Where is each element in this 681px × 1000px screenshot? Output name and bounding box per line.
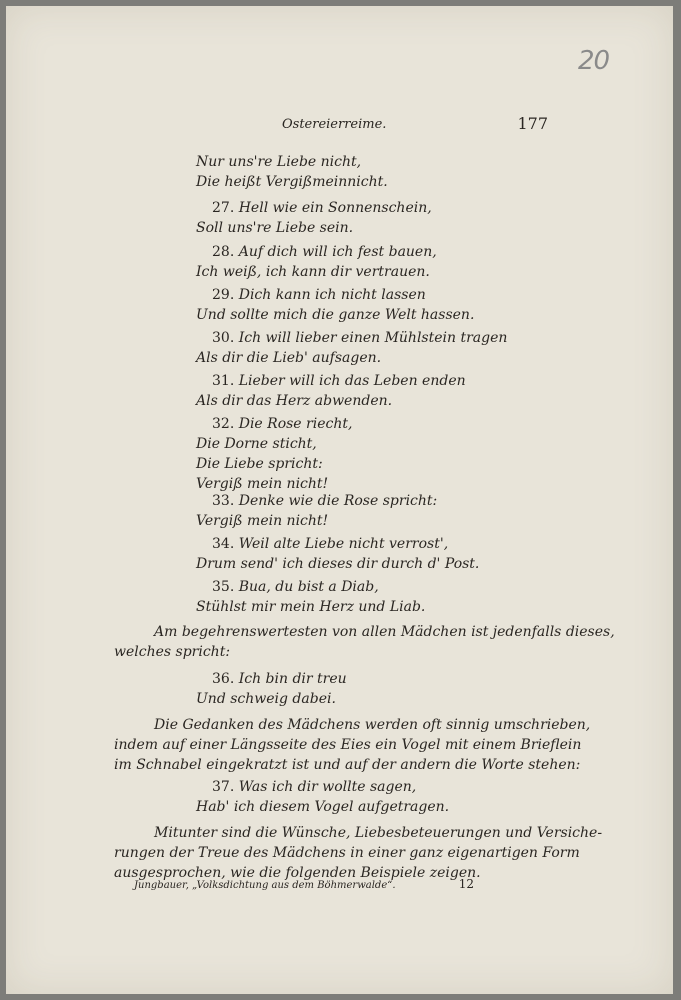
verse-line: Hab' ich diesem Vogel aufgetragen. (196, 799, 450, 815)
verse-line: Ich bin dir treu (238, 671, 347, 687)
prose-line: im Schnabel eingekratzt ist und auf der andern die Worte stehen: (114, 757, 581, 773)
running-title: Ostereierreime. (282, 117, 387, 132)
verse-line: Ich will lieber einen Mühlstein tragen (238, 330, 508, 346)
verse-37 (196, 777, 449, 817)
verse-line: Als dir das Herz abwenden. (196, 393, 393, 409)
prose-line: welches spricht: (114, 644, 231, 660)
verse-line: Dich kann ich nicht lassen (238, 287, 426, 303)
prose-line: rungen der Treue des Mädchens in einer ganz eigenartigen Form (114, 845, 580, 861)
verse-number: 27. (212, 200, 235, 216)
verse-number: 30. (212, 330, 235, 346)
verse-line: Auf dich will ich fest bauen, (238, 244, 437, 260)
verse-line: Weil alte Liebe nicht verrost', (238, 536, 449, 552)
verse-33 (196, 491, 437, 531)
verse-line: Denke wie die Rose spricht: (238, 493, 438, 509)
verse-continued (196, 152, 388, 192)
prose-line: Mitunter sind die Wünsche, Liebesbeteuerungen und Versiche- (154, 825, 603, 841)
page-footer (134, 877, 474, 891)
book-page (6, 6, 673, 994)
signature-mark: 12 (458, 877, 474, 891)
verse-line: Soll uns're Liebe sein. (196, 220, 354, 236)
verse-line: Stühlst mir mein Herz und Liab. (196, 599, 426, 615)
verse-line: Vergiß mein nicht! (196, 513, 329, 529)
verse-27 (196, 198, 432, 238)
pencil-page-note: 20 (578, 46, 610, 76)
page-header (282, 114, 548, 134)
verse-line: Und sollte mich die ganze Welt hassen. (196, 307, 475, 323)
verse-number: 35. (212, 579, 235, 595)
prose-line: Die Gedanken des Mädchens werden oft sinnig umschrieben, (154, 717, 591, 733)
verse-30 (196, 328, 507, 368)
verse-34 (196, 534, 479, 574)
verse-32 (196, 414, 352, 494)
verse-31 (196, 371, 466, 411)
verse-number: 36. (212, 671, 235, 687)
prose-line: Am begehrenswertesten von allen Mädchen ist jedenfalls dieses, (154, 624, 615, 640)
verse-number: 31. (212, 373, 235, 389)
verse-number: 37. (212, 779, 235, 795)
verse-number: 29. (212, 287, 235, 303)
verse-line: Nur uns're Liebe nicht, (196, 154, 362, 170)
verse-line: Was ich dir wollte sagen, (238, 779, 417, 795)
verse-number: 33. (212, 493, 235, 509)
verse-number: 34. (212, 536, 235, 552)
prose-paragraph-3 (114, 823, 603, 883)
verse-line: Drum send' ich dieses dir durch d' Post. (196, 556, 480, 572)
page-number: 177 (517, 114, 548, 133)
verse-line: Die heißt Vergißmeinnicht. (196, 174, 388, 190)
verse-line: Als dir die Lieb' aufsagen. (196, 350, 382, 366)
source-citation: Jungbauer, „Volksdichtung aus dem Böhmerwalde“. (134, 880, 396, 891)
verse-29 (196, 285, 474, 325)
prose-paragraph-2 (114, 715, 591, 775)
verse-line: Ich weiß, ich kann dir vertrauen. (196, 264, 430, 280)
verse-line: Die Dorne sticht, (196, 436, 317, 452)
verse-number: 32. (212, 416, 235, 432)
verse-line: Lieber will ich das Leben enden (238, 373, 466, 389)
prose-paragraph-1 (114, 622, 615, 662)
prose-line: indem auf einer Längsseite des Eies ein Vogel mit einem Brieflein (114, 737, 582, 753)
verse-line: Und schweig dabei. (196, 691, 336, 707)
verse-36 (196, 669, 347, 709)
verse-line: Hell wie ein Sonnenschein, (238, 200, 432, 216)
verse-35 (196, 577, 425, 617)
verse-line: Die Rose riecht, (238, 416, 353, 432)
prose-line: ausgesprochen, wie die folgenden Beispiele zeigen. (114, 865, 481, 881)
verse-line: Bua, du bist a Diab, (238, 579, 379, 595)
verse-line: Vergiß mein nicht! (196, 476, 329, 492)
verse-number: 28. (212, 244, 235, 260)
verse-line: Die Liebe spricht: (196, 456, 323, 472)
verse-28 (196, 242, 437, 282)
